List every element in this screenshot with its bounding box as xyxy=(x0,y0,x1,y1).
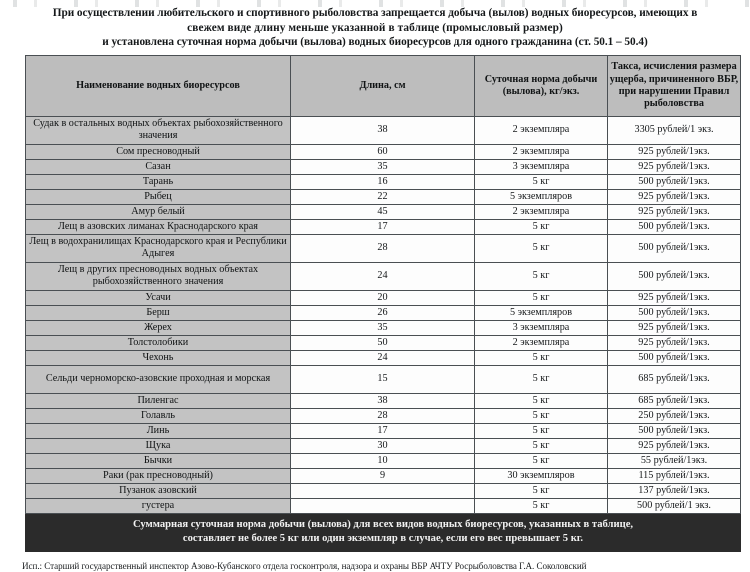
cell-norm: 5 кг xyxy=(475,365,608,393)
cell-norm: 5 кг xyxy=(475,174,608,189)
table-row xyxy=(26,335,741,350)
cell-name: Судак в остальных водных объектах рыбохозяйственного значения xyxy=(26,116,291,144)
table-row xyxy=(26,174,741,189)
summary-banner-line2: составляет не более 5 кг или один экземпляр в случае, если его вес превышает 5 кг. xyxy=(182,532,584,544)
cell-tax: 925 рублей/1экз. xyxy=(608,204,741,219)
cell-norm: 5 кг xyxy=(475,290,608,305)
cell-tax: 685 рублей/1экз. xyxy=(608,365,741,393)
cell-len: 45 xyxy=(291,204,475,219)
table-row xyxy=(26,438,741,453)
cell-name: Рыбец xyxy=(26,189,291,204)
cell-name: Сазан xyxy=(26,159,291,174)
table-row xyxy=(26,305,741,320)
table-header-row xyxy=(26,55,741,116)
cell-tax: 500 рублей/1экз. xyxy=(608,350,741,365)
cell-len: 9 xyxy=(291,468,475,483)
cell-norm: 2 экземпляра xyxy=(475,335,608,350)
table-row xyxy=(26,159,741,174)
table-row xyxy=(26,320,741,335)
cell-norm: 5 кг xyxy=(475,483,608,498)
cell-len: 10 xyxy=(291,453,475,468)
cell-norm: 5 кг xyxy=(475,408,608,423)
summary-banner-line1: Суммарная суточная норма добычи (вылова) для всех видов водных биоресурсов, указанных в таблице, xyxy=(132,518,634,530)
cell-tax: 500 рублей/1 экз. xyxy=(608,498,741,513)
table-header xyxy=(26,55,741,116)
cell-name: Амур белый xyxy=(26,204,291,219)
cell-len: 17 xyxy=(291,423,475,438)
column-header-daily-norm: Суточная норма добычи (вылова), кг/экз. xyxy=(475,55,608,116)
cell-tax: 925 рублей/1экз. xyxy=(608,320,741,335)
cell-tax: 925 рублей/1экз. xyxy=(608,438,741,453)
heading-line-2: свежем виде длину меньше указанной в таблице (промысловый размер) xyxy=(187,21,563,34)
cell-tax: 500 рублей/1экз. xyxy=(608,219,741,234)
table-row xyxy=(26,144,741,159)
table-row xyxy=(26,116,741,144)
document-footer: Исп.: Старший государственный инспектор Азово-Кубанского отдела госконтроля, надзора и охраны ВБР АЧТУ Росрыболовства Г.А. Соколовский xyxy=(22,560,587,571)
cell-norm: 3 экземпляра xyxy=(475,320,608,335)
cell-norm: 5 кг xyxy=(475,350,608,365)
table-row xyxy=(26,219,741,234)
document-heading xyxy=(0,0,750,50)
cell-norm: 5 кг xyxy=(475,393,608,408)
cell-norm: 5 кг xyxy=(475,219,608,234)
cell-name: Лещ в азовских лиманах Краснодарского края xyxy=(26,219,291,234)
table-row xyxy=(26,393,741,408)
cell-tax: 250 рублей/1экз. xyxy=(608,408,741,423)
cell-name: Сом пресноводный xyxy=(26,144,291,159)
cell-len: 28 xyxy=(291,234,475,262)
cell-name: Пиленгас xyxy=(26,393,291,408)
cell-name: Тарань xyxy=(26,174,291,189)
cell-name: Толстолобики xyxy=(26,335,291,350)
table-row xyxy=(26,350,741,365)
cell-len: 20 xyxy=(291,290,475,305)
cell-len: 16 xyxy=(291,174,475,189)
cell-name: Сельди черноморско-азовские проходная и морская xyxy=(26,365,291,393)
cell-norm: 5 кг xyxy=(475,234,608,262)
cell-len: 60 xyxy=(291,144,475,159)
cell-tax: 925 рублей/1экз. xyxy=(608,189,741,204)
cell-name: Жерех xyxy=(26,320,291,335)
cell-name: Голавль xyxy=(26,408,291,423)
cell-name: Лещ в водохранилищах Краснодарского края и Республики Адыгея xyxy=(26,234,291,262)
column-header-tax: Такса, исчисления размера ущерба, причиненного ВБР, при нарушении Правил рыболовства xyxy=(608,55,741,116)
cell-len: 15 xyxy=(291,365,475,393)
cell-len: 50 xyxy=(291,335,475,350)
table-row xyxy=(26,423,741,438)
cell-tax: 500 рублей/1экз. xyxy=(608,234,741,262)
cell-tax: 925 рублей/1экз. xyxy=(608,144,741,159)
cell-len: 22 xyxy=(291,189,475,204)
cell-norm: 30 экземпляров xyxy=(475,468,608,483)
cell-len: 35 xyxy=(291,159,475,174)
table-row xyxy=(26,453,741,468)
cell-name: Усачи xyxy=(26,290,291,305)
cell-tax: 3305 рублей/1 экз. xyxy=(608,116,741,144)
heading-line-3: и установлена суточная норма добычи (вылова) водных биоресурсов для одного гражданина (ст. 50.1 – 50.4) xyxy=(102,36,648,49)
cell-name: Бычки xyxy=(26,453,291,468)
cell-len xyxy=(291,498,475,513)
table-row xyxy=(26,468,741,483)
cell-name: Берш xyxy=(26,305,291,320)
cell-len: 38 xyxy=(291,393,475,408)
cell-name: Раки (рак пресноводный) xyxy=(26,468,291,483)
cell-norm: 2 экземпляра xyxy=(475,204,608,219)
summary-banner xyxy=(26,513,741,551)
cell-len: 28 xyxy=(291,408,475,423)
heading-line-1: При осуществлении любительского и спортивного рыболовства запрещается добыча (вылов) водных биоресурсов, имеющих в xyxy=(52,7,698,19)
cell-norm: 2 экземпляра xyxy=(475,116,608,144)
cell-tax: 55 рублей/1экз. xyxy=(608,453,741,468)
cell-tax: 925 рублей/1экз. xyxy=(608,159,741,174)
cell-tax: 137 рублей/1экз. xyxy=(608,483,741,498)
regulations-table xyxy=(25,55,741,552)
cell-tax: 115 рублей/1экз. xyxy=(608,468,741,483)
cell-norm: 5 кг xyxy=(475,262,608,290)
cell-norm: 5 кг xyxy=(475,453,608,468)
cell-norm: 2 экземпляра xyxy=(475,144,608,159)
cell-name: Линь xyxy=(26,423,291,438)
table-row xyxy=(26,234,741,262)
cell-tax: 685 рублей/1экз. xyxy=(608,393,741,408)
regulations-table-container xyxy=(25,55,740,552)
table-row xyxy=(26,290,741,305)
cell-len: 35 xyxy=(291,320,475,335)
cell-tax: 500 рублей/1экз. xyxy=(608,262,741,290)
cell-name: густера xyxy=(26,498,291,513)
cell-len: 30 xyxy=(291,438,475,453)
table-row xyxy=(26,408,741,423)
table-row xyxy=(26,498,741,513)
table-row xyxy=(26,262,741,290)
table-row xyxy=(26,365,741,393)
table-row xyxy=(26,204,741,219)
cell-norm: 3 экземпляра xyxy=(475,159,608,174)
cell-len: 17 xyxy=(291,219,475,234)
cell-name: Лещ в других пресноводных водных объектах рыбохозяйственного значения xyxy=(26,262,291,290)
cell-name: Пузанок азовский xyxy=(26,483,291,498)
cell-len: 26 xyxy=(291,305,475,320)
table-row xyxy=(26,483,741,498)
cell-tax: 500 рублей/1экз. xyxy=(608,174,741,189)
cell-name: Щука xyxy=(26,438,291,453)
table-body xyxy=(26,116,741,551)
cell-name: Чехонь xyxy=(26,350,291,365)
cell-tax: 925 рублей/1экз. xyxy=(608,290,741,305)
cell-len: 24 xyxy=(291,350,475,365)
cell-norm: 5 кг xyxy=(475,498,608,513)
column-header-name: Наименование водных биоресурсов xyxy=(26,55,291,116)
summary-banner-row xyxy=(26,513,741,551)
cell-tax: 500 рублей/1экз. xyxy=(608,305,741,320)
cell-len xyxy=(291,483,475,498)
cell-len: 38 xyxy=(291,116,475,144)
cell-norm: 5 кг xyxy=(475,438,608,453)
cell-len: 24 xyxy=(291,262,475,290)
cell-norm: 5 кг xyxy=(475,423,608,438)
cell-tax: 925 рублей/1экз. xyxy=(608,335,741,350)
cell-tax: 500 рублей/1экз. xyxy=(608,423,741,438)
cell-norm: 5 экземпляров xyxy=(475,189,608,204)
cell-norm: 5 экземпляров xyxy=(475,305,608,320)
column-header-length: Длина, см xyxy=(291,55,475,116)
table-row xyxy=(26,189,741,204)
